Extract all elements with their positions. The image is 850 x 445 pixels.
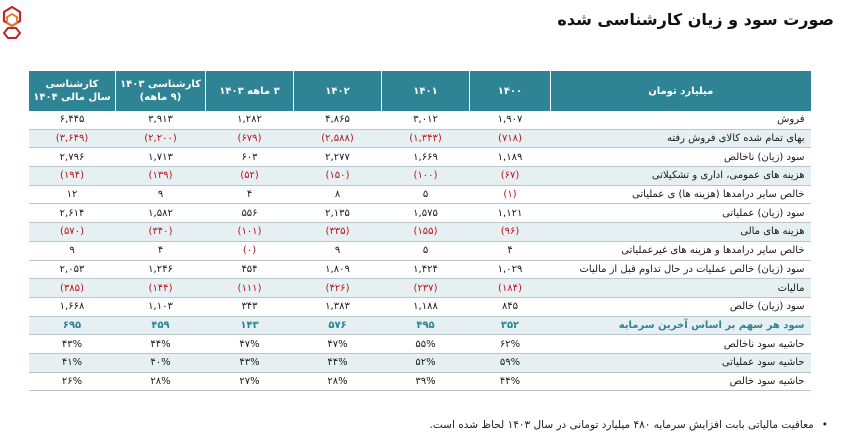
row-label: خالص سایر درامدها و هزینه های غیرعملیاتی (551, 241, 811, 260)
table-cell: ۹ (116, 185, 206, 204)
table-row (29, 297, 811, 316)
table-cell: ۱,۱۸۹ (470, 148, 551, 167)
table-cell: ۵۹% (470, 353, 551, 372)
table-header-row (29, 71, 811, 111)
table-cell: (۱۵۰) (294, 167, 382, 186)
table-cell: ۲۸% (116, 372, 206, 391)
table-cell: ۴۵۹ (116, 316, 206, 335)
table-cell: (۰) (206, 241, 294, 260)
table-cell: ۱,۷۱۳ (116, 148, 206, 167)
table-row (29, 279, 811, 298)
table-cell: ۴۴% (294, 353, 382, 372)
table-cell: ۱۲ (29, 185, 116, 204)
table-cell: ۳,۰۱۲ (382, 111, 470, 129)
table-cell: ۱,۶۶۹ (382, 148, 470, 167)
row-label: سود (زیان) ناخالص (551, 148, 811, 167)
table-cell: ۴۳% (206, 353, 294, 372)
table-cell: (۳۴۰) (116, 223, 206, 242)
table-cell: ۴ (470, 241, 551, 260)
income-statement-table (28, 71, 811, 391)
col-1401: ۱۴۰۱ (382, 71, 470, 111)
footnote (430, 419, 828, 431)
table-cell: ۱,۲۸۲ (206, 111, 294, 129)
row-label: حاشیه سود ناخالص (551, 335, 811, 354)
table-cell: ۵۵۶ (206, 204, 294, 223)
col-1400: ۱۴۰۰ (470, 71, 551, 111)
table-cell: ۱,۱۲۱ (470, 204, 551, 223)
table-row (29, 241, 811, 260)
table-cell: ۱,۱۰۳ (116, 297, 206, 316)
table-cell: ۵۷۶ (294, 316, 382, 335)
table-cell: ۱,۰۲۹ (470, 260, 551, 279)
table-cell: ۲,۰۵۳ (29, 260, 116, 279)
row-label: مالیات (551, 279, 811, 298)
row-label: حاشیه سود خالص (551, 372, 811, 391)
table-cell: ۱,۳۸۳ (294, 297, 382, 316)
row-label: فروش (551, 111, 811, 129)
table-cell: ۴۰% (116, 353, 206, 372)
footnote-text: معافیت مالیاتی بابت افزایش سرمایه ۴۸۰ میلیارد تومانی در سال ۱۴۰۳ لحاظ شده است. (429, 419, 814, 431)
table-cell: (۴۲۶) (294, 279, 382, 298)
table-row (29, 353, 811, 372)
table-cell: ۱,۸۰۹ (294, 260, 382, 279)
table-cell: (۱۴۴) (116, 279, 206, 298)
row-label: حاشیه سود عملیاتی (551, 353, 811, 372)
table-cell: ۱,۵۸۲ (116, 204, 206, 223)
table-cell: ۴ (206, 185, 294, 204)
table-cell: ۲,۲۷۷ (294, 148, 382, 167)
table-cell: ۴ (116, 241, 206, 260)
table-cell: (۱۹۴) (29, 167, 116, 186)
table-cell: (۱۵۵) (382, 223, 470, 242)
table-row (29, 129, 811, 148)
table-cell: (۲,۲۰۰) (116, 129, 206, 148)
table-cell: ۴۵۴ (206, 260, 294, 279)
table-cell: (۲,۵۸۸) (294, 129, 382, 148)
table-cell: ۳۹% (382, 372, 470, 391)
col-1402: ۱۴۰۲ (294, 71, 382, 111)
table-row (29, 185, 811, 204)
table-row (29, 335, 811, 354)
table-cell: ۴۷% (294, 335, 382, 354)
table-row (29, 111, 811, 129)
bullet-icon: • (821, 419, 828, 431)
table-cell: ۴۱% (29, 353, 116, 372)
table-cell: ۲,۱۳۵ (294, 204, 382, 223)
table-cell: ۳۴۳ (206, 297, 294, 316)
table-cell: (۵۷۰) (29, 223, 116, 242)
table-cell: (۲۳۷) (382, 279, 470, 298)
table-cell: (۶۷) (470, 167, 551, 186)
table-cell: ۵۲% (382, 353, 470, 372)
table-cell: ۴۴% (470, 372, 551, 391)
table-row (29, 167, 811, 186)
table-cell: ۴۳% (29, 335, 116, 354)
table-cell: (۱۳۹) (116, 167, 206, 186)
table-cell: ۱۴۳ (206, 316, 294, 335)
table-cell: ۶,۴۴۵ (29, 111, 116, 129)
row-label: سود (زیان) خالص عملیات در حال تداوم قبل از مالیات (551, 260, 811, 279)
row-label: بهای تمام شده کالای فروش رفته (551, 129, 811, 148)
table-cell: ۵۵% (382, 335, 470, 354)
table-cell: (۹۶) (470, 223, 551, 242)
table-cell: ۲,۶۱۴ (29, 204, 116, 223)
table-cell: (۷۱۸) (470, 129, 551, 148)
table-cell: (۳۳۵) (294, 223, 382, 242)
col-expert-1404: کارشناسی سال مالی ۱۴۰۴ (29, 71, 116, 111)
table-cell: ۵ (382, 185, 470, 204)
table-cell: (۳۸۵) (29, 279, 116, 298)
table-row (29, 372, 811, 391)
table-cell: (۱۰۰) (382, 167, 470, 186)
table-cell: (۳,۶۴۹) (29, 129, 116, 148)
col-expert-1403: کارشناسی ۱۴۰۳ (۹ ماهه) (116, 71, 206, 111)
table-cell: ۴۷% (206, 335, 294, 354)
table-cell: ۱,۵۷۵ (382, 204, 470, 223)
table-row (29, 148, 811, 167)
table-cell: ۴۴% (116, 335, 206, 354)
table-cell: ۸۴۵ (470, 297, 551, 316)
table-cell: (۱۸۴) (470, 279, 551, 298)
table-cell: ۶۹۵ (29, 316, 116, 335)
table-cell: ۱,۶۶۸ (29, 297, 116, 316)
table-cell: ۲۶% (29, 372, 116, 391)
table-cell: ۴۹۵ (382, 316, 470, 335)
table-cell: ۳,۹۱۳ (116, 111, 206, 129)
table-cell: ۹ (29, 241, 116, 260)
table-row (29, 204, 811, 223)
table-cell: ۵ (382, 241, 470, 260)
table-cell: ۱,۴۲۴ (382, 260, 470, 279)
table-cell: ۶۰۳ (206, 148, 294, 167)
row-label: هزینه های مالی (551, 223, 811, 242)
table-cell: ۳۵۲ (470, 316, 551, 335)
table-cell: (۱) (470, 185, 551, 204)
table-row (29, 223, 811, 242)
table-cell: ۸ (294, 185, 382, 204)
col-label-head: میلیارد تومان (551, 71, 811, 111)
table-row (29, 316, 811, 335)
table-cell: (۱۱۱) (206, 279, 294, 298)
table-cell: ۶۲% (470, 335, 551, 354)
table-cell: (۵۲) (206, 167, 294, 186)
row-label: سود (زیان) خالص (551, 297, 811, 316)
table-cell: ۲,۷۹۶ (29, 148, 116, 167)
col-3m-1403: ۳ ماهه ۱۴۰۳ (206, 71, 294, 111)
table-cell: ۴,۸۶۵ (294, 111, 382, 129)
row-label: هزینه های عمومی، اداری و تشکیلاتی (551, 167, 811, 186)
table-cell: ۱,۲۴۶ (116, 260, 206, 279)
company-logo-icon (2, 6, 22, 40)
page-title: صورت سود و زیان کارشناسی شده (557, 10, 834, 29)
row-label: سود هر سهم بر اساس آخرین سرمایه (551, 316, 811, 335)
table-cell: ۲۷% (206, 372, 294, 391)
table-cell: (۱,۳۴۳) (382, 129, 470, 148)
table-cell: ۱,۱۸۸ (382, 297, 470, 316)
table-row (29, 260, 811, 279)
row-label: خالص سایر درامدها (هزینه ها) ی عملیاتی (551, 185, 811, 204)
table-cell: ۱,۹۰۷ (470, 111, 551, 129)
table-cell: (۶۷۹) (206, 129, 294, 148)
table-cell: (۱۰۱) (206, 223, 294, 242)
row-label: سود (زیان) عملیاتی (551, 204, 811, 223)
table-cell: ۹ (294, 241, 382, 260)
table-cell: ۲۸% (294, 372, 382, 391)
